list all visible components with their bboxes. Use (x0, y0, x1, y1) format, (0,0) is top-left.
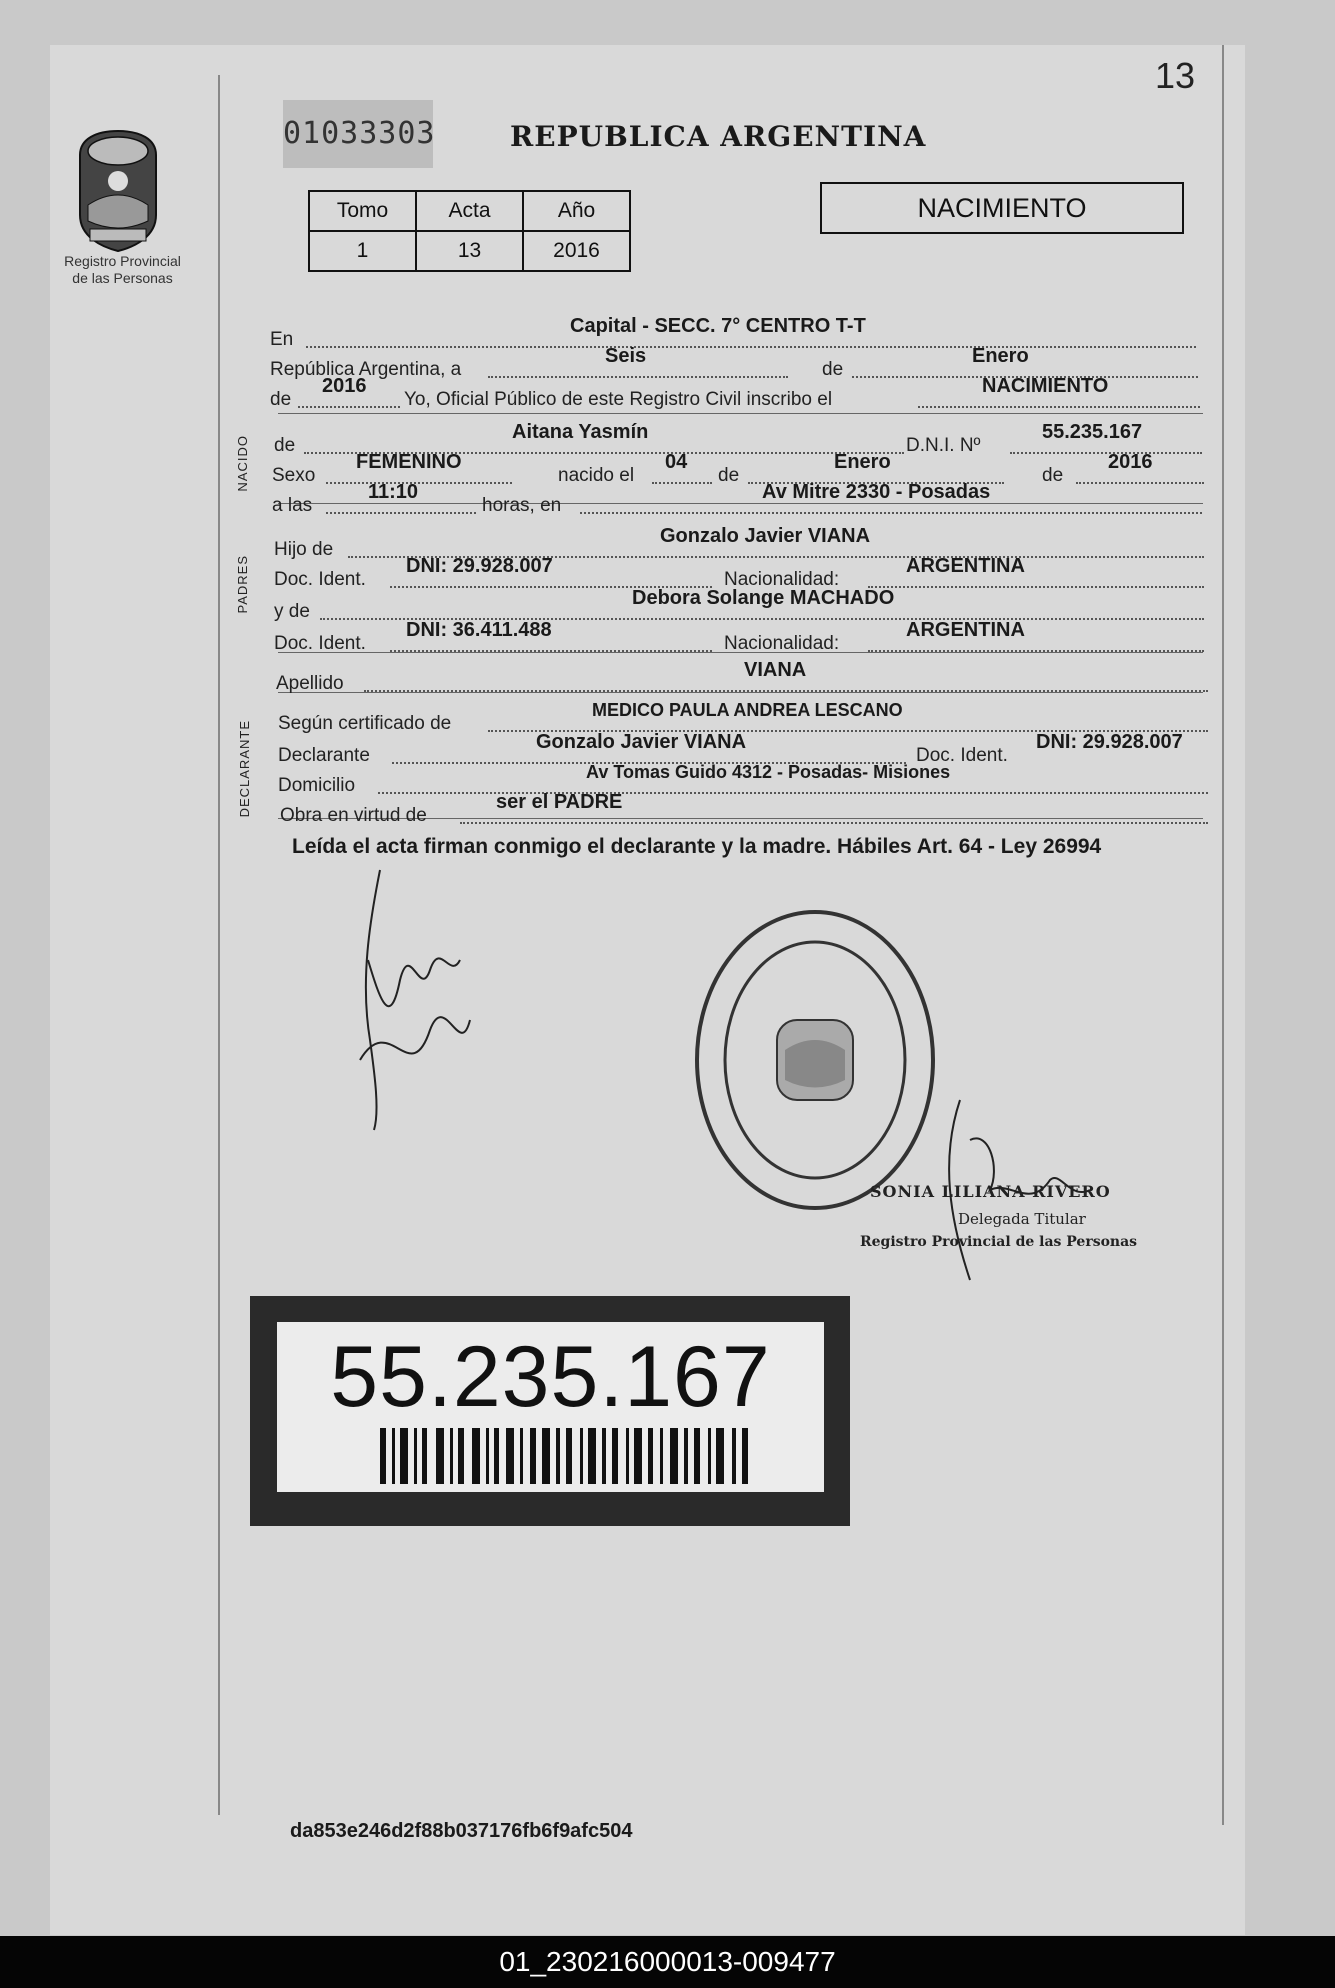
value-acta: 13 (416, 231, 523, 271)
scan-footer-id: 01_230216000013-009477 (0, 1936, 1335, 1988)
label-nacido-el: nacido el (558, 465, 635, 486)
country-title: REPUBLICA ARGENTINA (510, 120, 927, 153)
field-row-time (270, 481, 1205, 520)
value-surname: VIANA (744, 659, 807, 681)
field-row-address (270, 762, 1210, 800)
signatory-role: Delegada Titular (958, 1210, 1086, 1228)
label-mother-doc: Doc. Ident. (274, 633, 366, 654)
value-father-nationality: ARGENTINA (906, 555, 1025, 577)
value-mother-doc: DNI: 36.411.488 (406, 619, 552, 641)
section-label-declarante: DECLARANTE (237, 720, 252, 818)
value-declarant-doc: DNI: 29.928.007 (1036, 731, 1183, 753)
section-label-padres: PADRES (235, 555, 250, 614)
value-time: 11:10 (368, 481, 419, 503)
label-dni: D.N.I. Nº (906, 435, 981, 456)
label-apellido: Apellido (276, 673, 344, 694)
value-sexo: FEMENINO (356, 451, 462, 473)
value-registry-office: Capital - SECC. 7° CENTRO T-T (570, 315, 866, 337)
barcode-number: 55.235.167 (330, 1329, 771, 1425)
section-label-nacido: NACIDO (235, 435, 250, 492)
value-birth-month: Enero (834, 451, 891, 473)
value-birth-year: 2016 (1108, 451, 1153, 473)
label-domicilio: Domicilio (278, 775, 356, 796)
book-table-header (309, 191, 630, 231)
value-birth-place: Av Mitre 2330 - Posadas (762, 481, 991, 503)
registry-stamp (685, 900, 945, 1220)
page-number: 13 (1155, 55, 1196, 96)
value-record-type: NACIMIENTO (982, 375, 1109, 397)
label-certificado: Según certificado de (278, 713, 452, 734)
value-mother-name: Debora Solange MACHADO (632, 587, 895, 609)
closing-statement: Leída el acta firman conmigo el declarante y la madre. Hábiles Art. 64 - Ley 26994 (292, 835, 1102, 858)
value-birth-day: 04 (665, 451, 688, 473)
label-declarante: Declarante (278, 745, 370, 766)
book-table (308, 190, 631, 272)
value-month: Enero (972, 345, 1029, 367)
value-day: Seis (605, 345, 647, 367)
value-father-name: Gonzalo Javier VIANA (660, 525, 871, 547)
book-table-values (309, 231, 630, 271)
document-hash: da853e246d2f88b037176fb6f9afc504 (290, 1820, 633, 1842)
label-birth-de2: de (1042, 465, 1064, 486)
label-hijo-de: Hijo de (274, 539, 334, 560)
label-a-las: a las (272, 495, 313, 516)
label-year-de: de (270, 389, 292, 410)
province-coat-of-arms-icon (66, 125, 170, 253)
label-birth-de1: de (718, 465, 740, 486)
field-row-capacity (270, 791, 1210, 830)
record-type-box: NACIMIENTO (820, 182, 1184, 234)
declarant-signature (350, 860, 490, 1140)
label-republica: República Argentina, a (270, 359, 462, 380)
label-name-de: de (274, 435, 296, 456)
field-row-mother-doc (270, 619, 1205, 658)
field-row-inscription (270, 375, 1205, 414)
value-year: 2016 (322, 375, 367, 397)
value-declarant-name: Gonzalo Javier VIANA (536, 731, 747, 753)
value-address: Av Tomas Guido 4312 - Posadas- Misiones (586, 762, 951, 782)
label-obra-en-virtud: Obra en virtud de (280, 805, 427, 826)
label-father-nationality: Nacionalidad: (724, 569, 840, 590)
value-child-dni: 55.235.167 (1042, 421, 1143, 443)
left-margin-line (218, 75, 220, 1815)
header-tomo: Tomo (309, 191, 416, 231)
barcode-icon (380, 1428, 750, 1484)
label-horas-en: horas, en (482, 495, 562, 516)
control-number: 01033303 (283, 100, 433, 168)
value-mother-nationality: ARGENTINA (906, 619, 1025, 641)
value-tomo: 1 (309, 231, 416, 271)
label-de: de (822, 359, 844, 380)
signatory-name: SONIA LILIANA RIVERO (870, 1182, 1111, 1201)
label-father-doc: Doc. Ident. (274, 569, 366, 590)
value-certificate: MEDICO PAULA ANDREA LESCANO (592, 700, 903, 720)
label-mother-nationality: Nacionalidad: (724, 633, 840, 654)
header-anio: Año (523, 191, 630, 231)
value-father-doc: DNI: 29.928.007 (406, 555, 553, 577)
value-capacity: ser el PADRE (496, 791, 623, 813)
label-y-de: y de (274, 601, 310, 622)
signatory-org: Registro Provincial de las Personas (860, 1234, 1138, 1250)
label-inscribo: Yo, Oficial Público de este Registro Civil inscribo el (404, 389, 833, 410)
right-margin-line (1222, 45, 1224, 1825)
header-acta: Acta (416, 191, 523, 231)
registry-label: Registro Provincial de las Personas (64, 253, 181, 286)
label-en: En (270, 329, 294, 350)
label-declarant-doc: Doc. Ident. (916, 745, 1008, 766)
field-row-surname (270, 659, 1210, 698)
label-sexo: Sexo (272, 465, 316, 486)
value-child-name: Aitana Yasmín (512, 421, 649, 443)
value-anio: 2016 (523, 231, 630, 271)
field-row-place (270, 315, 1200, 354)
